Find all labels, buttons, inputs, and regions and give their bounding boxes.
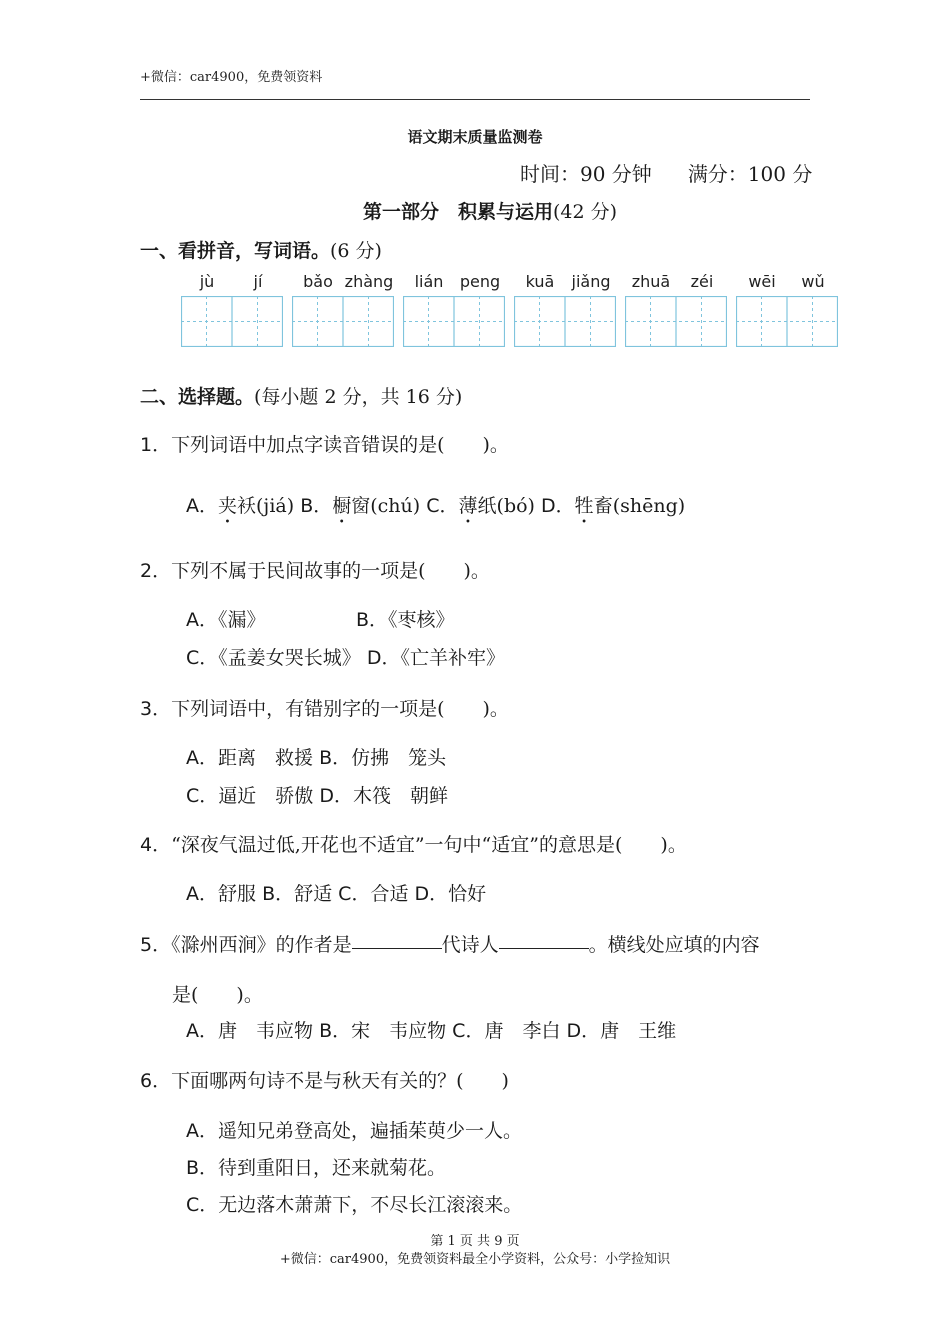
question-number: 2． (140, 560, 172, 582)
option-text: 窗(chú) (351, 495, 421, 517)
option-text: 木筏 朝鲜 (352, 785, 448, 807)
option-a[interactable] (186, 747, 313, 769)
pinyin-7: kuā (525, 272, 555, 291)
option-text: 距离 救援 (218, 747, 314, 769)
question-5-continued: 是( )。 (172, 984, 263, 1006)
question-1 (140, 430, 509, 457)
option-label: C． (186, 1194, 219, 1216)
section-1-score: (6 分) (330, 240, 382, 262)
option-label: A． (186, 747, 218, 769)
option-label: A． (186, 495, 218, 517)
option-text: 待到重阳日，还来就菊花。 (218, 1157, 447, 1179)
writing-grid-cells (736, 296, 838, 347)
option-label: D． (366, 647, 401, 669)
pinyin-8: jiǎng (571, 272, 611, 291)
dotted-char: 夹 (218, 495, 238, 517)
writing-grid-4[interactable] (514, 296, 616, 347)
dotted-char: 薄 (458, 495, 478, 517)
option-text: 唐 李白 (484, 1020, 561, 1042)
option-label: A． (186, 1120, 218, 1142)
option-text: 舒服 (218, 883, 257, 905)
question-stem: 下列词语中，有错别字的一项是( )。 (171, 698, 509, 720)
pinyin-4: zhàng (344, 272, 394, 291)
option-text: 《孟姜女哭长城》 (218, 647, 361, 669)
option-label: B． (186, 1157, 219, 1179)
option-text: 《枣核》 (388, 609, 455, 631)
option-label: A． (186, 1020, 218, 1042)
header-note: +微信：car4900，免费领资料 (140, 70, 323, 85)
option-d[interactable] (415, 883, 487, 905)
question-stem: 下列不属于民间故事的一项是( )。 (171, 560, 490, 582)
section-2-title: 二、选择题。 (140, 386, 255, 408)
writing-grid-1[interactable] (181, 296, 283, 347)
question-1-options (186, 491, 685, 528)
question-3-options-row-2 (186, 781, 448, 808)
pinyin-11: wēi (748, 272, 776, 291)
dotted-char: 牲 (574, 495, 594, 517)
option-text: 唐 韦应物 (218, 1020, 314, 1042)
question-stem-part-3: 。横线处应填的内容 (588, 934, 760, 956)
option-text: 宋 韦应物 (351, 1020, 447, 1042)
question-3 (140, 694, 509, 721)
option-text: 舒适 (294, 883, 333, 905)
exam-title: 语文期末质量监测卷 (407, 128, 543, 146)
writing-grid-6[interactable] (736, 296, 838, 347)
option-label: C． (452, 1020, 485, 1042)
exam-meta (520, 158, 812, 187)
option-d[interactable] (567, 1020, 677, 1042)
option-label: C． (186, 785, 219, 807)
option-b[interactable] (262, 883, 332, 905)
option-label: C． (186, 647, 219, 669)
option-text: 无边落木萧萧下，不尽长江滚滚来。 (218, 1194, 523, 1216)
pinyin-6: peng (459, 272, 501, 291)
option-a[interactable] (186, 1020, 313, 1042)
dotted-char: 橱 (332, 495, 352, 517)
pinyin-2: jí (253, 272, 263, 291)
question-stem: 下列词语中加点字读音错误的是( )。 (171, 434, 509, 456)
option-d[interactable] (367, 647, 505, 669)
option-b[interactable] (356, 609, 455, 631)
option-b[interactable] (300, 495, 420, 517)
option-text: 《漏》 (218, 609, 266, 631)
question-number: 4． (140, 834, 172, 856)
option-a[interactable] (186, 883, 256, 905)
option-label: D． (566, 1020, 601, 1042)
option-text: 纸(bó) (477, 495, 535, 517)
pinyin-1: jù (199, 272, 215, 291)
question-5-options (186, 1016, 676, 1043)
question-stem-part-1: 《滁州西涧》的作者是 (171, 934, 352, 956)
section-1-title: 一、看拼音，写词语。 (140, 240, 331, 262)
option-label: B． (319, 1020, 352, 1042)
part-heading (0, 197, 950, 224)
page-number: 第 1 页 共 9 页 (430, 1234, 520, 1249)
question-stem: 下面哪两句诗不是与秋天有关的？( ) (171, 1070, 509, 1092)
option-text: 仿拂 笼头 (351, 747, 447, 769)
question-number: 3． (140, 698, 172, 720)
question-2-options-row-1 (186, 605, 455, 632)
question-2-options-row-2 (186, 643, 505, 670)
question-3-options-row-1 (186, 743, 446, 770)
option-text: 袄(jiá) (237, 495, 295, 517)
option-b[interactable] (319, 1020, 446, 1042)
header-rule (140, 99, 810, 100)
question-number: 1． (140, 434, 172, 456)
writing-grid-cells (514, 296, 616, 347)
question-5 (140, 930, 760, 957)
option-label: D． (541, 495, 575, 517)
writing-grid-2[interactable] (292, 296, 394, 347)
fill-blank-2[interactable] (499, 947, 589, 949)
option-c[interactable] (426, 495, 535, 517)
option-c[interactable] (452, 1020, 560, 1042)
writing-grid-cells (625, 296, 727, 347)
option-label: D． (319, 785, 353, 807)
option-label: A． (186, 609, 218, 631)
option-a[interactable] (186, 1116, 522, 1143)
footer-note: +微信：car4900，免费领资料最全小学资料，公众号：小学捡知识 (279, 1252, 671, 1267)
question-6 (140, 1066, 509, 1093)
option-text: 逼近 骄傲 (218, 785, 314, 807)
option-text: 恰好 (448, 883, 487, 905)
writing-grid-3[interactable] (403, 296, 505, 347)
section-1-heading (140, 236, 382, 263)
pinyin-9: zhuā (631, 272, 671, 291)
option-text: 遥知兄弟登高处，遍插茱萸少一人。 (218, 1120, 523, 1142)
writing-grid-cells (181, 296, 283, 347)
question-stem-part-2: 代诗人 (441, 934, 499, 956)
option-c[interactable] (186, 785, 313, 807)
exam-score: 满分：100 分 (687, 162, 813, 186)
exam-time: 时间：90 分钟 (520, 162, 652, 186)
option-d[interactable] (319, 785, 448, 807)
option-c[interactable] (186, 647, 361, 669)
option-c[interactable] (338, 883, 408, 905)
writing-grid-cells (403, 296, 505, 347)
option-text: 唐 王维 (600, 1020, 677, 1042)
pinyin-12: wǔ (801, 272, 825, 291)
option-label: B． (262, 883, 295, 905)
question-4 (140, 830, 687, 857)
option-label: B． (356, 609, 389, 631)
question-2 (140, 556, 490, 583)
fill-blank-1[interactable] (352, 947, 442, 949)
option-c[interactable] (186, 1190, 522, 1217)
question-number: 5． (140, 934, 172, 956)
option-label: B． (300, 495, 333, 517)
question-4-options (186, 879, 486, 906)
option-b[interactable] (319, 747, 446, 769)
writing-grid-cells (292, 296, 394, 347)
option-a[interactable] (186, 495, 294, 517)
pinyin-10: zéi (690, 272, 714, 291)
section-2-score: (每小题 2 分，共 16 分) (254, 386, 463, 408)
pinyin-3: bǎo (303, 272, 333, 291)
option-label: D． (414, 883, 449, 905)
option-text: 《亡羊补牢》 (400, 647, 505, 669)
option-text: 合适 (370, 883, 409, 905)
option-b[interactable] (186, 1153, 446, 1180)
part-title: 第一部分 积累与运用 (362, 201, 553, 223)
option-label: B． (319, 747, 352, 769)
question-number: 6． (140, 1070, 172, 1092)
option-label: A． (186, 883, 218, 905)
option-label: C． (338, 883, 371, 905)
writing-grid-5[interactable] (625, 296, 727, 347)
option-text: 畜(shēng) (593, 495, 686, 517)
option-label: C． (426, 495, 459, 517)
part-score: (42 分) (552, 201, 618, 223)
question-stem: “深夜气温过低,开花也不适宜”一句中“适宜”的意思是( )。 (171, 834, 687, 856)
option-a[interactable] (186, 605, 356, 632)
section-2-heading (140, 382, 462, 409)
option-d[interactable] (541, 495, 685, 517)
pinyin-5: lián (414, 272, 444, 291)
